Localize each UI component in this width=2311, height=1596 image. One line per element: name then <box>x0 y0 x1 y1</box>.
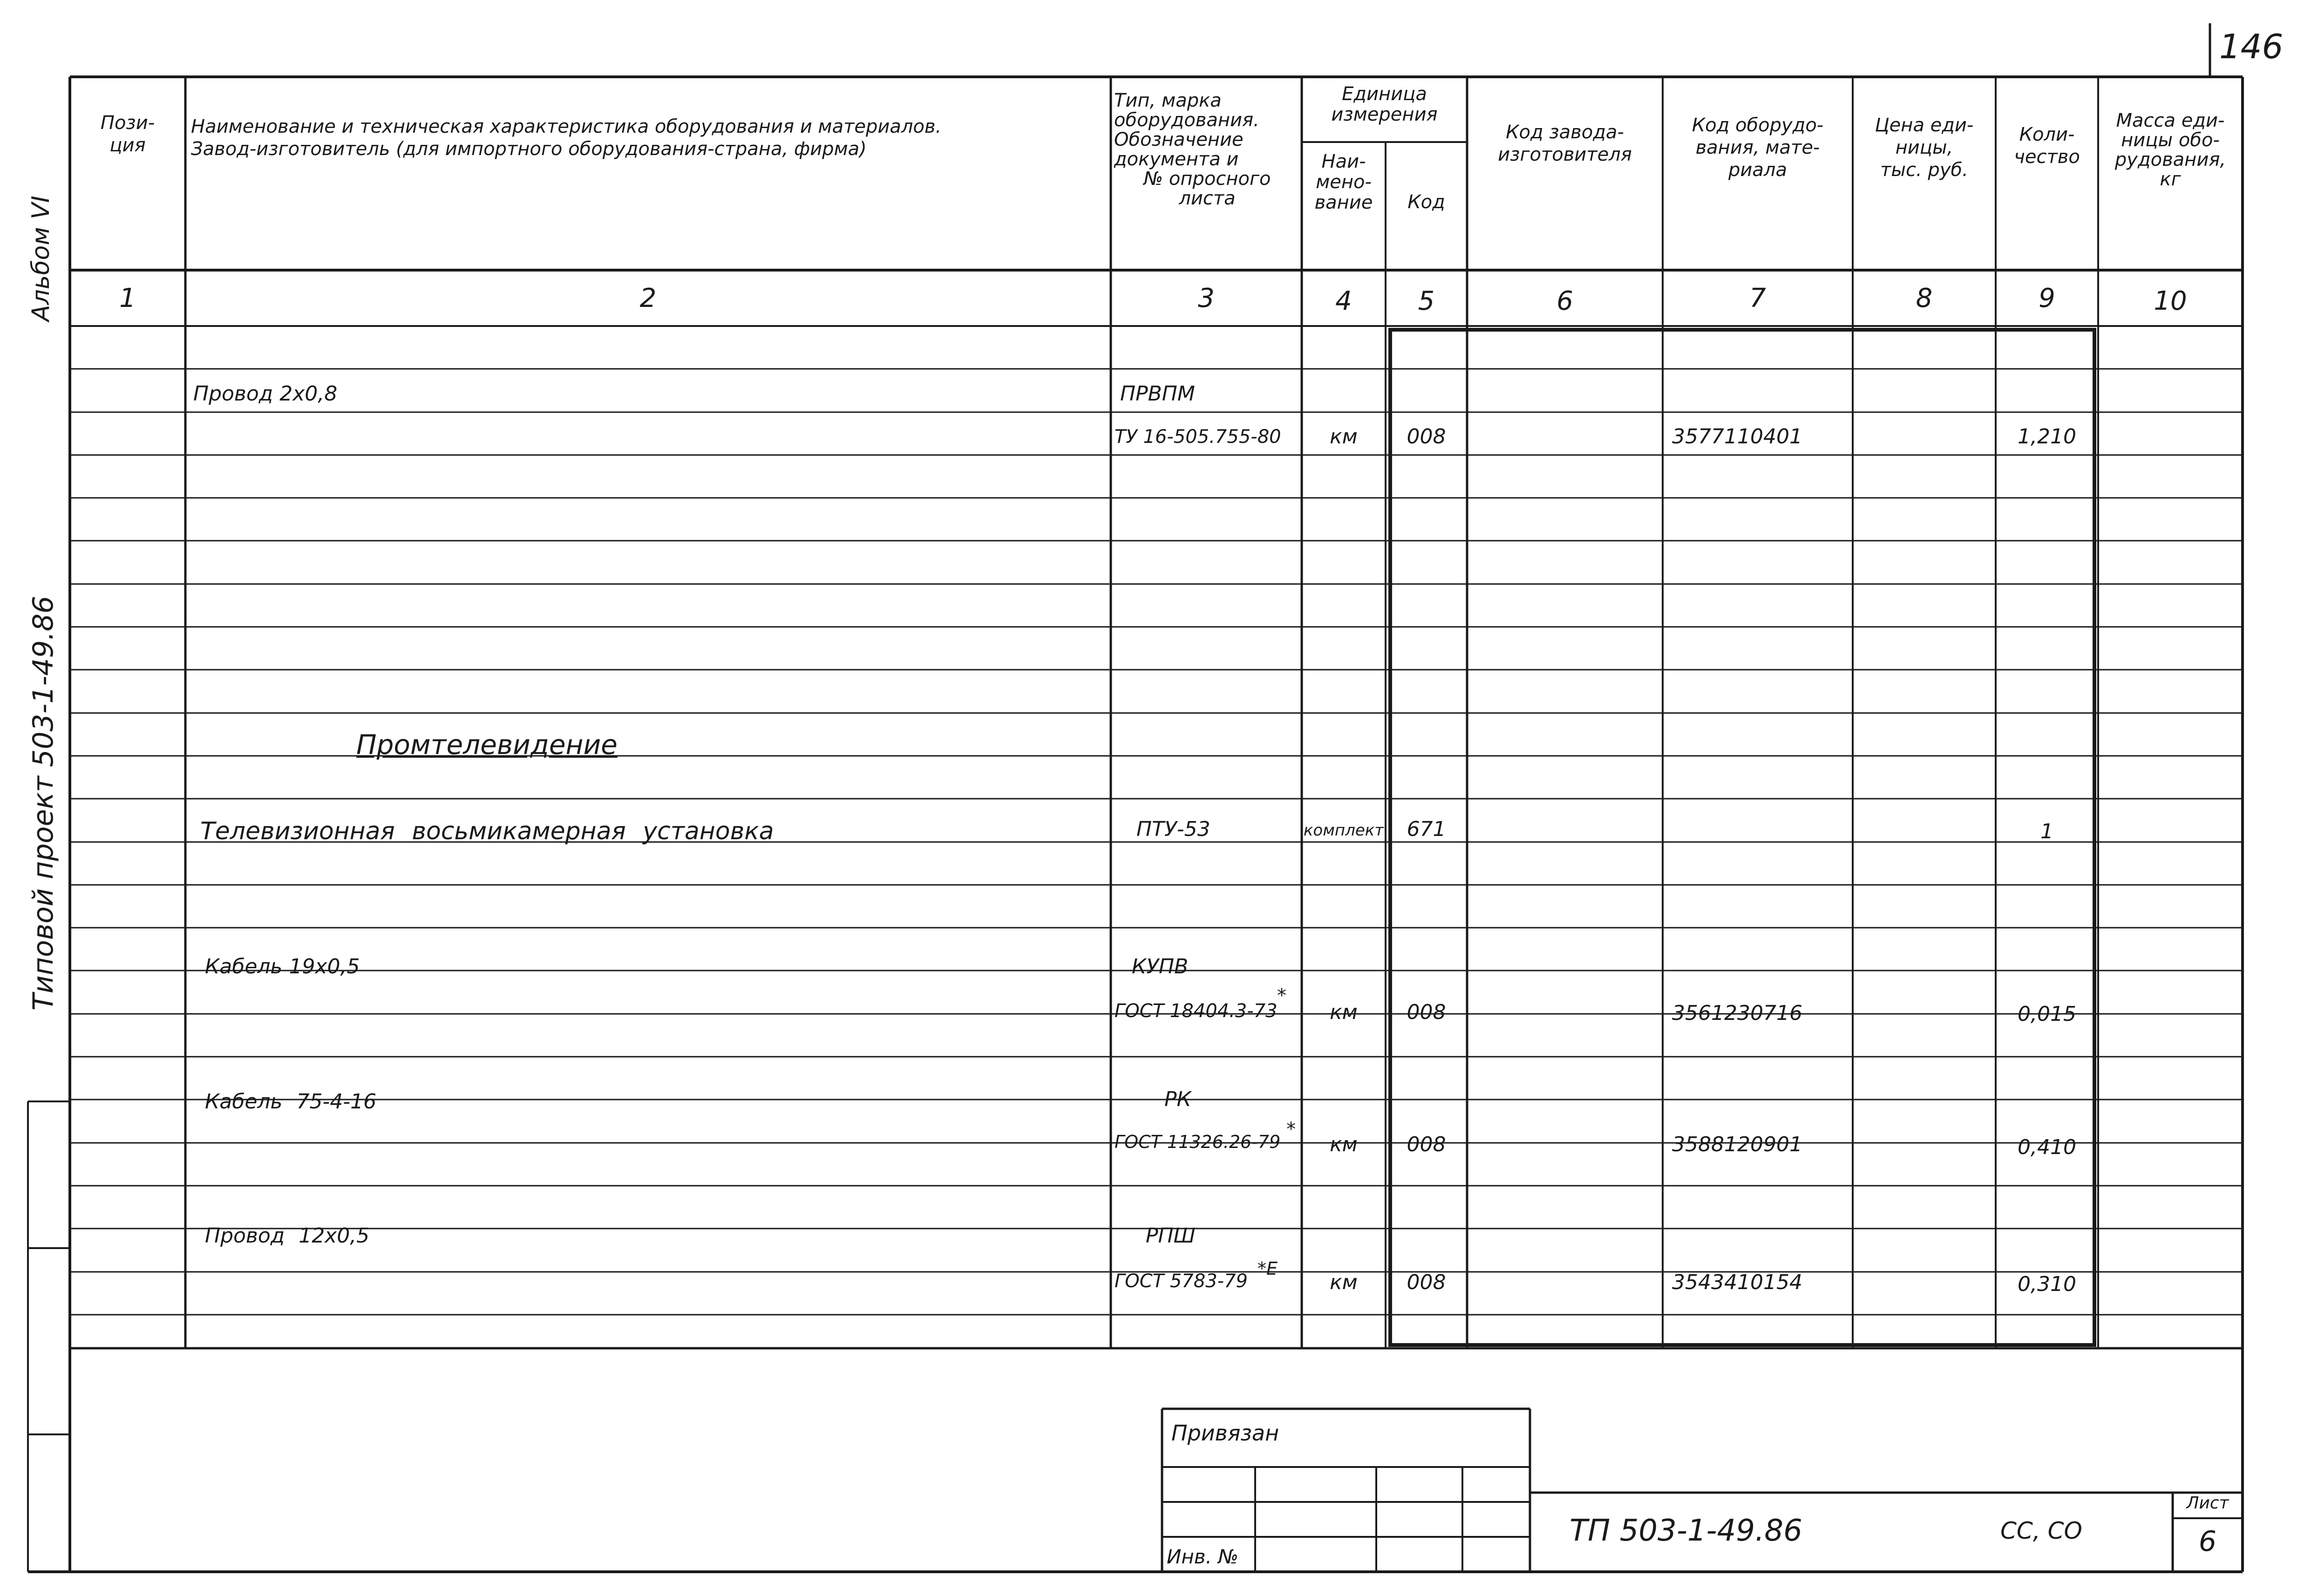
table-row-name: Кабель 19х0,5 <box>205 955 360 978</box>
table-row-equipment-code: 3543410154 <box>1672 1270 1802 1294</box>
table-row-mark: * <box>1277 985 1286 1006</box>
table-row-mark: *Е <box>1257 1258 1278 1279</box>
side-label-album: Альбом VI <box>27 195 55 321</box>
table-row-name: Провод 2х0,8 <box>193 382 338 406</box>
stamp-code: СС, СО <box>2000 1517 2082 1544</box>
header-quantity: Коли- чество <box>2014 124 2080 168</box>
header-unit-name: Наи- мено- вание <box>1314 151 1373 213</box>
table-row-quantity: 0,410 <box>2018 1135 2076 1159</box>
header-mass: Масса еди- ницы обо- рудования, кг <box>2114 110 2226 190</box>
header-type: Тип, марка оборудования. Обозначение документа и № опросного листа <box>1114 90 1271 209</box>
column-number: 8 <box>1916 283 1933 313</box>
header-price: Цена еди- ницы, тыс. руб. <box>1875 115 1974 181</box>
section-title: Промтелевидение <box>356 729 618 761</box>
header-position: Пози- ция <box>100 112 155 156</box>
table-row-type: РПШ <box>1146 1224 1196 1248</box>
table-row-mark: * <box>1286 1119 1296 1140</box>
column-number: 9 <box>2039 283 2055 313</box>
table-row-code: 008 <box>1407 1270 1446 1294</box>
table-row-type: ПТУ-53 <box>1136 817 1210 841</box>
table-row-unit: км <box>1330 425 1358 448</box>
table-row-type: ГОСТ 18404.3-73 <box>1115 1000 1278 1022</box>
table-row-type: ТУ 16-505.755-80 <box>1115 426 1281 448</box>
table-row-type: ПРВПМ <box>1120 382 1195 406</box>
table-row-unit: км <box>1330 1270 1358 1294</box>
header-unit-group: Единица измерения <box>1331 83 1438 125</box>
table-row-name: Телевизионная восьмикамерная установка <box>200 817 774 845</box>
table-row-type: ГОСТ 11326.26-79 <box>1115 1132 1281 1152</box>
table-row-equipment-code: 3561230716 <box>1672 1001 1802 1025</box>
table-row-type: РК <box>1164 1087 1191 1111</box>
stamp-inventory: Инв. № <box>1167 1545 1239 1568</box>
stamp-sheet-label: Лист <box>2186 1494 2229 1513</box>
table-row-unit: км <box>1330 1000 1358 1024</box>
table-row-code: 008 <box>1407 425 1446 448</box>
column-number: 5 <box>1418 286 1435 316</box>
table-row-quantity: 0,310 <box>2018 1272 2076 1296</box>
column-number: 1 <box>119 283 136 313</box>
table-row-name: Провод 12х0,5 <box>205 1224 370 1248</box>
sheet-corner-number: 146 <box>2219 27 2284 66</box>
table-row-equipment-code: 3588120901 <box>1672 1133 1802 1156</box>
header-unit-code: Код <box>1407 191 1445 213</box>
table-row-quantity: 0,015 <box>2018 1002 2076 1026</box>
header-name: Наименование и техническая характеристика оборудования и материалов. Завод-изготовитель (для импортного оборудования-страна, фирма) <box>191 116 942 160</box>
table-row-equipment-code: 3577110401 <box>1672 425 1802 448</box>
table-row-code: 008 <box>1407 1133 1446 1156</box>
stamp-sheet-number: 6 <box>2198 1525 2217 1558</box>
column-number: 7 <box>1749 283 1766 313</box>
table-row-type: КУПВ <box>1132 955 1189 978</box>
table-row-code: 008 <box>1407 1000 1446 1024</box>
table-row-quantity: 1,210 <box>2018 425 2076 448</box>
column-number: 4 <box>1335 286 1352 316</box>
table-row-unit: км <box>1330 1133 1358 1156</box>
column-number: 3 <box>1198 283 1215 313</box>
header-equipment-code: Код оборудо- вания, мате- риала <box>1692 115 1824 181</box>
column-number: 6 <box>1557 286 1573 316</box>
column-number: 2 <box>639 283 657 313</box>
stamp-linked: Привязан <box>1171 1420 1279 1446</box>
table-row-name: Кабель 75-4-16 <box>205 1090 377 1114</box>
stamp-document-number: ТП 503-1-49.86 <box>1570 1514 1802 1548</box>
table-row-code: 671 <box>1407 817 1446 841</box>
table-row-unit: комплект <box>1303 821 1384 840</box>
column-number: 10 <box>2154 286 2187 316</box>
side-label-project: Типовой проект 503-1-49.86 <box>27 596 60 1011</box>
table-row-quantity: 1 <box>2040 820 2053 843</box>
table-row-type: ГОСТ 5783-79 <box>1115 1270 1248 1292</box>
header-factory-code: Код завода- изготовителя <box>1498 122 1632 165</box>
